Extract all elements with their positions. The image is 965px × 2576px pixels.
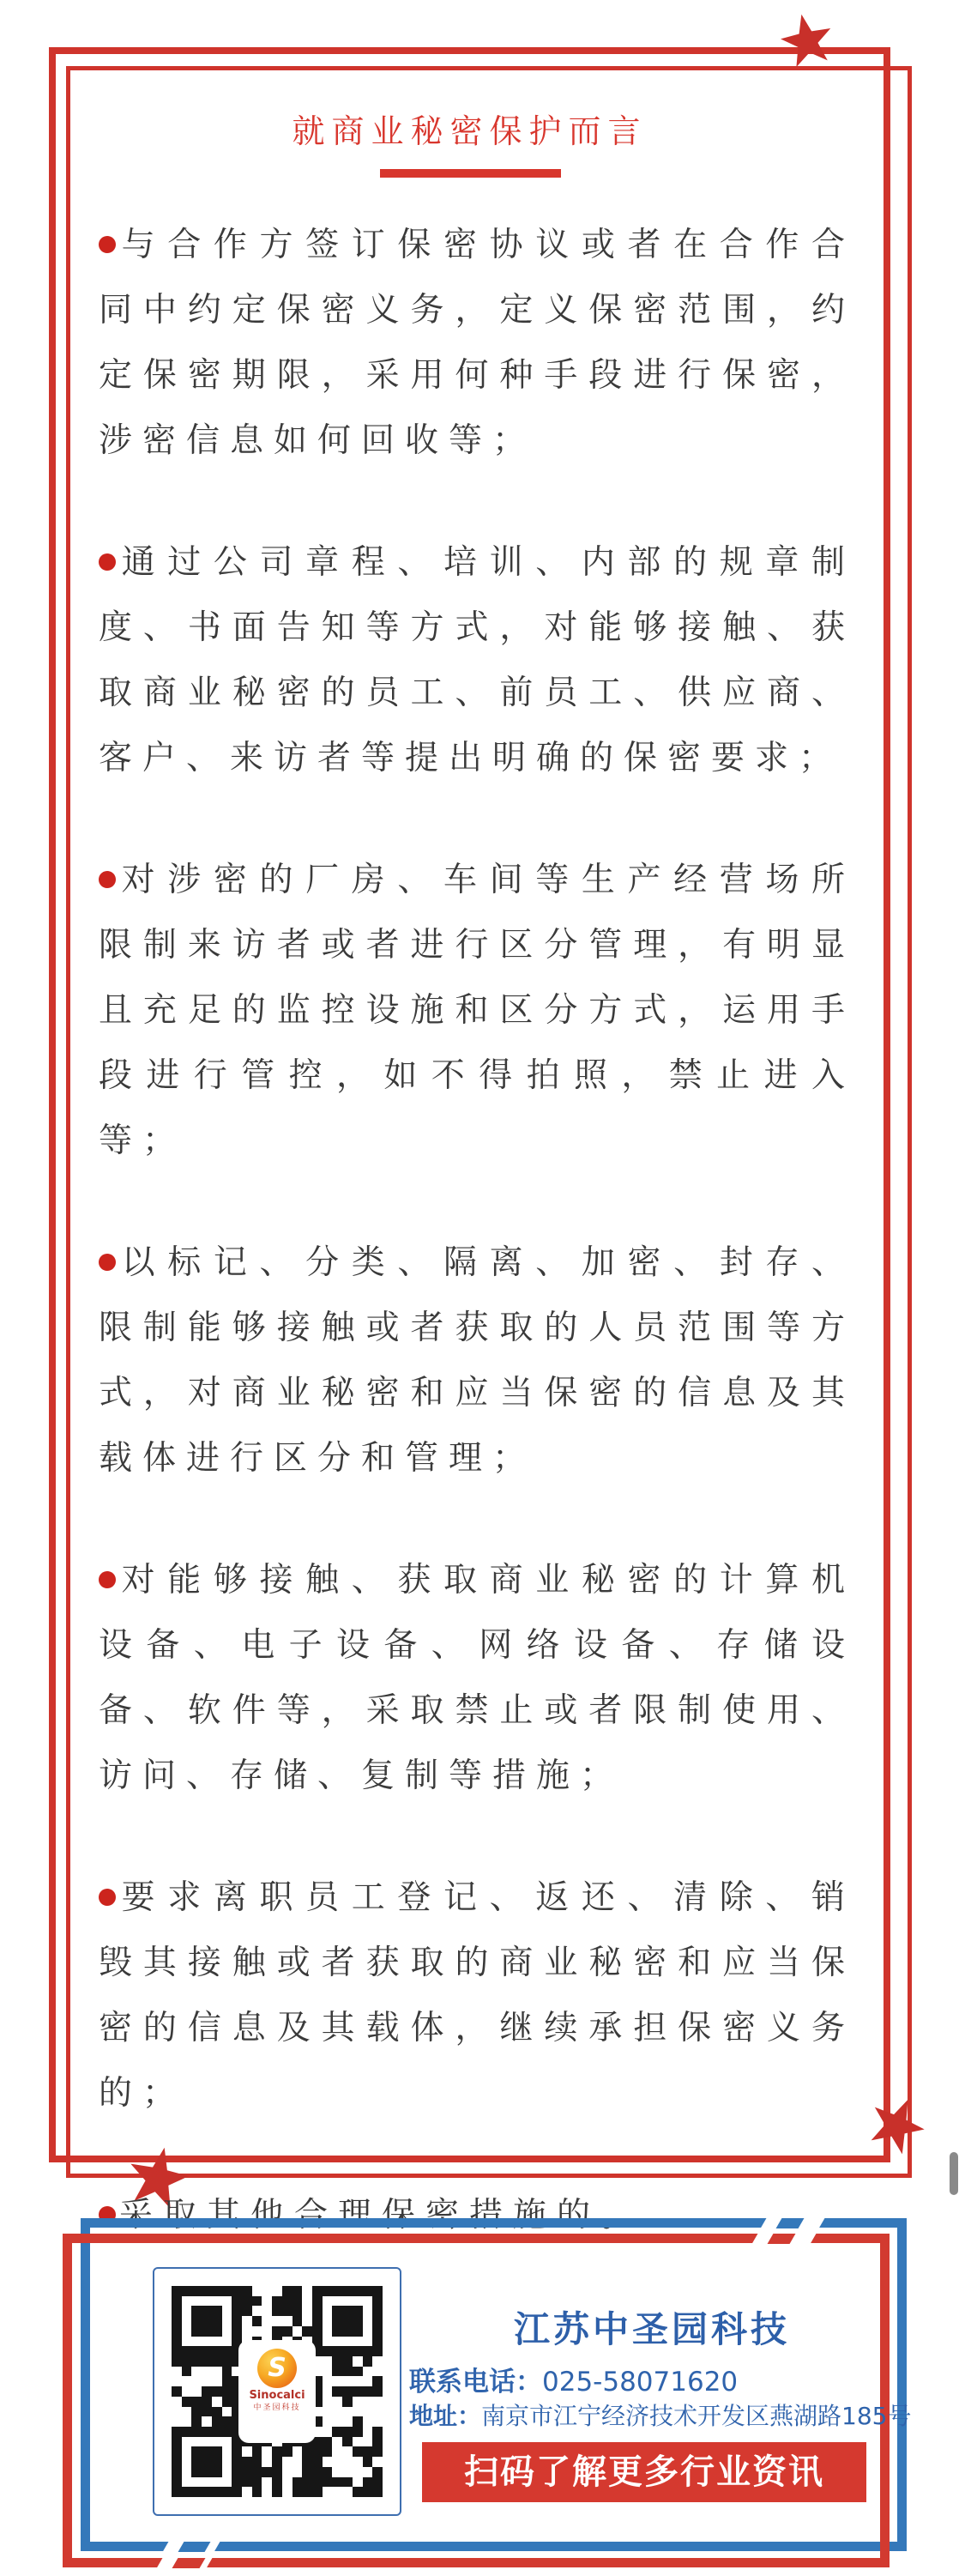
- bullet-dot-icon: [99, 871, 116, 888]
- logo-brand-cn: 中圣园科技: [253, 2404, 301, 2412]
- bullet-text: 与合作方签订保密协议或者在合作合同中约定保密义务，定义保密范围，约定保密期限，采用何种手段进行保密，涉密信息如何回收等；: [99, 226, 855, 460]
- bullet-dot-icon: [99, 1889, 116, 1906]
- bullet-dot-icon: [99, 553, 116, 571]
- bullet-item: [99, 1865, 855, 2126]
- title-divider: [380, 169, 561, 178]
- qr-logo: [240, 2342, 314, 2441]
- address-label: 地址：: [409, 2402, 482, 2430]
- page-title: 就商业秘密保护而言: [292, 112, 648, 150]
- info-banner: 扫码了解更多行业资讯: [422, 2442, 866, 2502]
- bullet-dot-icon: [99, 236, 116, 253]
- logo-mark-icon: S: [257, 2349, 297, 2388]
- logo-brand: Sinocalci: [249, 2389, 305, 2402]
- bullet-text: 对能够接触、获取商业秘密的计算机设备、电子设备、网络设备、存储设备、软件等，采取禁止或者限制使用、访问、存储、复制等措施；: [99, 1561, 855, 1795]
- bullet-item: [99, 530, 855, 791]
- address-row: [409, 2398, 911, 2432]
- bullet-text: 以标记、分类、隔离、加密、封存、限制能够接触或者获取的人员范围等方式，对商业秘密和应当保密的信息及其载体进行区分和管理；: [99, 1243, 855, 1478]
- bullet-dot-icon: [99, 1254, 116, 1271]
- bullet-dot-icon: [99, 1571, 116, 1588]
- bullet-list: [99, 213, 855, 2305]
- bullet-item: [99, 1548, 855, 1809]
- bullet-text: 通过公司章程、培训、内部的规章制度、书面告知等方式，对能够接触、获取商业秘密的员工、前员工、供应商、客户、来访者等提出明确的保密要求；: [99, 543, 855, 777]
- address-value: 南京市江宁经济技术开发区燕湖路185号: [481, 2402, 912, 2430]
- company-name: 江苏中圣园科技: [513, 2308, 790, 2350]
- bullet-item: [99, 1231, 855, 1491]
- bullet-text: 要求离职员工登记、返还、清除、销毁其接触或者获取的商业秘密和应当保密的信息及其载体，继续承担保密义务的；: [99, 1878, 855, 2113]
- qr-code: [153, 2267, 401, 2516]
- phone-row: [409, 2360, 738, 2398]
- bullet-text: 采取其他合理保密措施的。: [119, 2196, 645, 2234]
- bullet-text: 对涉密的厂房、车间等生产经营场所限制来访者或者进行区分管理，有明显且充足的监控设施和区分方式，运用手段进行管控，如不得拍照，禁止进入等；: [99, 861, 855, 1160]
- scrollbar-thumb[interactable]: [950, 2152, 958, 2195]
- bullet-item: [99, 213, 855, 474]
- phone-value: 025-58071620: [542, 2367, 739, 2398]
- phone-label: 联系电话：: [409, 2367, 542, 2398]
- bullet-item: [99, 848, 855, 1174]
